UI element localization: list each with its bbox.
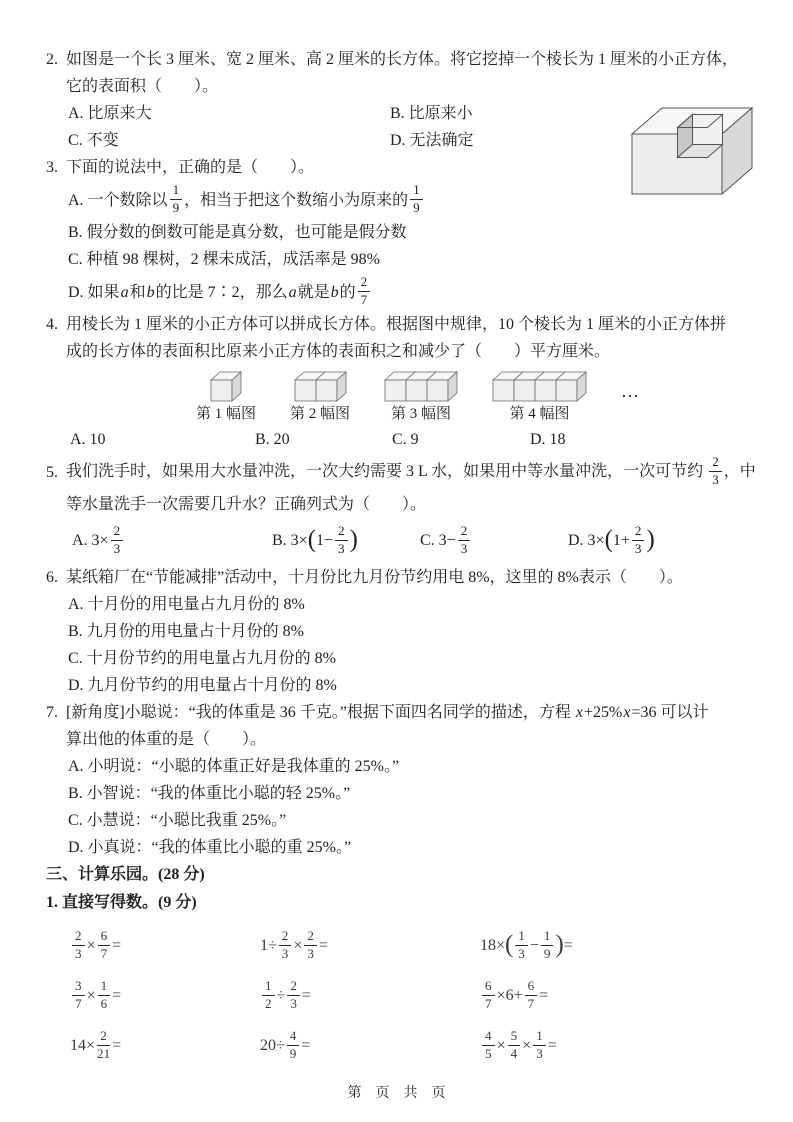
options-row — [46, 518, 758, 564]
question-text: 2. 如图是一个长 3 厘米、宽 2 厘米、高 2 厘米的长方体。将它挖掉一个棱长为 1 厘米的小正方体， — [46, 46, 758, 73]
question-text: 3. 下面的说法中，正确的是（ ）。 — [46, 154, 758, 181]
section-title: 三、计算乐园。(28 分) — [46, 866, 205, 883]
cubes-figure-3-icon — [384, 371, 458, 402]
figure-label: 第 3 幅图 — [391, 406, 452, 422]
option-a: A. 小明说：“小聪的体重正好是我体重的 25%。” — [68, 758, 400, 775]
option-b: B. 九月份的用电量占十月份的 8% — [68, 623, 305, 640]
figure-1 — [196, 371, 256, 424]
option-b: B. 20 — [255, 431, 290, 448]
question-text: 成的长方体的表面积比原来小正方体的表面积之和减少了（ ）平方厘米。 — [66, 343, 611, 360]
option-b: B. 3×(1− $\frac{2}{3}$ ) — [272, 522, 358, 556]
option-d: D. 如果 a 和 b 的比是 7∶2，那么 a 就是 b 的 $\frac{2}{7}$ — [46, 273, 758, 311]
notched-cuboid-icon — [618, 96, 768, 201]
figure-label: 第 4 幅图 — [509, 406, 570, 422]
option-a: A. 3× $\frac{2}{3}$ — [72, 525, 272, 557]
question-6 — [46, 564, 758, 699]
calc-item: $\frac{6}{7}$ ×6+ $\frac{6}{7}$ = — [480, 980, 758, 1012]
option-a: A. 十月份的用电量占九月份的 8% — [68, 596, 305, 613]
section-calculation — [46, 861, 758, 1071]
calc-item: 14× $\frac{2}{21}$ = — [70, 1027, 122, 1061]
cube-pattern-figures — [196, 371, 758, 424]
question-text: 4. 用棱长为 1 厘米的小正方体可以拼成长方体。根据图中规律，10 个棱长为 1 厘米的小正方体拼 — [46, 311, 758, 338]
cubes-figure-1-icon — [210, 371, 242, 402]
option-c: C. 3− $\frac{2}{3}$ — [420, 525, 568, 557]
calc-item: $\frac{3}{7}$ × $\frac{1}{6}$ = — [70, 980, 260, 1012]
calc-item: 18×( $\frac{1}{3}$ − $\frac{1}{9}$ )= — [480, 927, 573, 961]
option-b: B. 比原来小 — [390, 105, 473, 122]
question-text: 7. [新角度]小聪说：“我的体重是 36 千克。”根据下面四名同学的描述，方程 x+25%x=36 可以计 — [46, 699, 758, 726]
option-c: C. 小慧说：“小聪比我重 25%。” — [68, 812, 287, 829]
question-4 — [46, 311, 758, 453]
cubes-figure-2-icon — [294, 371, 347, 402]
option-d: D. 无法确定 — [390, 132, 474, 149]
question-number: 6. — [46, 569, 58, 586]
question-number: 5. — [46, 463, 58, 481]
calculation-grid — [46, 921, 758, 1071]
options-row — [46, 426, 758, 453]
question-7 — [46, 699, 758, 861]
page-footer: 第 页 共 页 — [347, 1084, 446, 1100]
figure-3 — [384, 371, 458, 424]
option-d: D. 小真说：“我的体重比小聪的重 25%。” — [68, 839, 352, 856]
figure-4 — [492, 371, 587, 424]
option-c: C. 9 — [392, 431, 419, 448]
figure-2 — [290, 371, 350, 424]
option-c: C. 十月份节约的用电量占九月份的 8% — [68, 650, 337, 667]
question-text: 它的表面积（ ）。 — [66, 78, 219, 95]
option-c: C. 不变 — [68, 132, 119, 149]
ellipsis: … — [621, 381, 642, 401]
cubes-figure-4-icon — [492, 371, 587, 402]
calc-item: $\frac{4}{5}$ × $\frac{5}{4}$ × $\frac{1}{3}$ = — [480, 1030, 758, 1062]
option-a: A. 比原来大 — [68, 105, 152, 122]
option-b: B. 小智说：“我的体重比小聪的轻 25%。” — [68, 785, 351, 802]
figure-label: 第 2 幅图 — [290, 406, 351, 422]
question-text: 6. 某纸箱厂在“节能减排”活动中，十月份比九月份节约用电 8%，这里的 8%表示（ ）。 — [46, 564, 758, 591]
calc-item: 1÷ $\frac{2}{3}$ × $\frac{2}{3}$ = — [260, 927, 328, 961]
figure-label: 第 1 幅图 — [196, 406, 257, 422]
question-text: 5. 我们洗手时，如果用大水量冲洗，一次大约需要 3 L 水，如果用中等水量冲洗，一次可节约 $\frac{2}{3}$ ，中 — [46, 453, 756, 487]
option-d: D. 九月份节约的用电量占十月份的 8% — [68, 677, 337, 694]
question-text: 算出他的体重的是（ ）。 — [66, 731, 267, 748]
option-c: C. 种植 98 棵树，2 棵未成活，成活率是 98% — [68, 251, 381, 268]
calc-item: 20÷ $\frac{4}{9}$ = — [260, 1027, 311, 1061]
option-d: D. 18 — [530, 431, 566, 448]
question-number: 2. — [46, 51, 58, 68]
option-a: A. 10 — [70, 431, 106, 448]
option-d: D. 3×(1+ $\frac{2}{3}$ ) — [568, 522, 655, 556]
question-5 — [46, 453, 758, 564]
option-a: A. 一个数除以 $\frac{1}{9}$ ，相当于把这个数缩小为原来的 $\frac{1}{9}$ — [46, 181, 758, 219]
calc-item: $\frac{1}{2}$ ÷ $\frac{2}{3}$ = — [260, 980, 480, 1012]
question-number: 7. — [46, 704, 58, 721]
question-number: 3. — [46, 159, 58, 176]
option-b: B. 假分数的倒数可能是真分数，也可能是假分数 — [68, 224, 407, 241]
section-subtitle: 1. 直接写得数。(9 分) — [46, 894, 197, 911]
question-text: 等水量洗手一次需要几升水？正确列式为（ ）。 — [66, 496, 427, 513]
question-number: 4. — [46, 316, 58, 333]
calc-item: $\frac{2}{3}$ × $\frac{6}{7}$ = — [70, 930, 260, 962]
worksheet-content — [46, 46, 758, 1071]
